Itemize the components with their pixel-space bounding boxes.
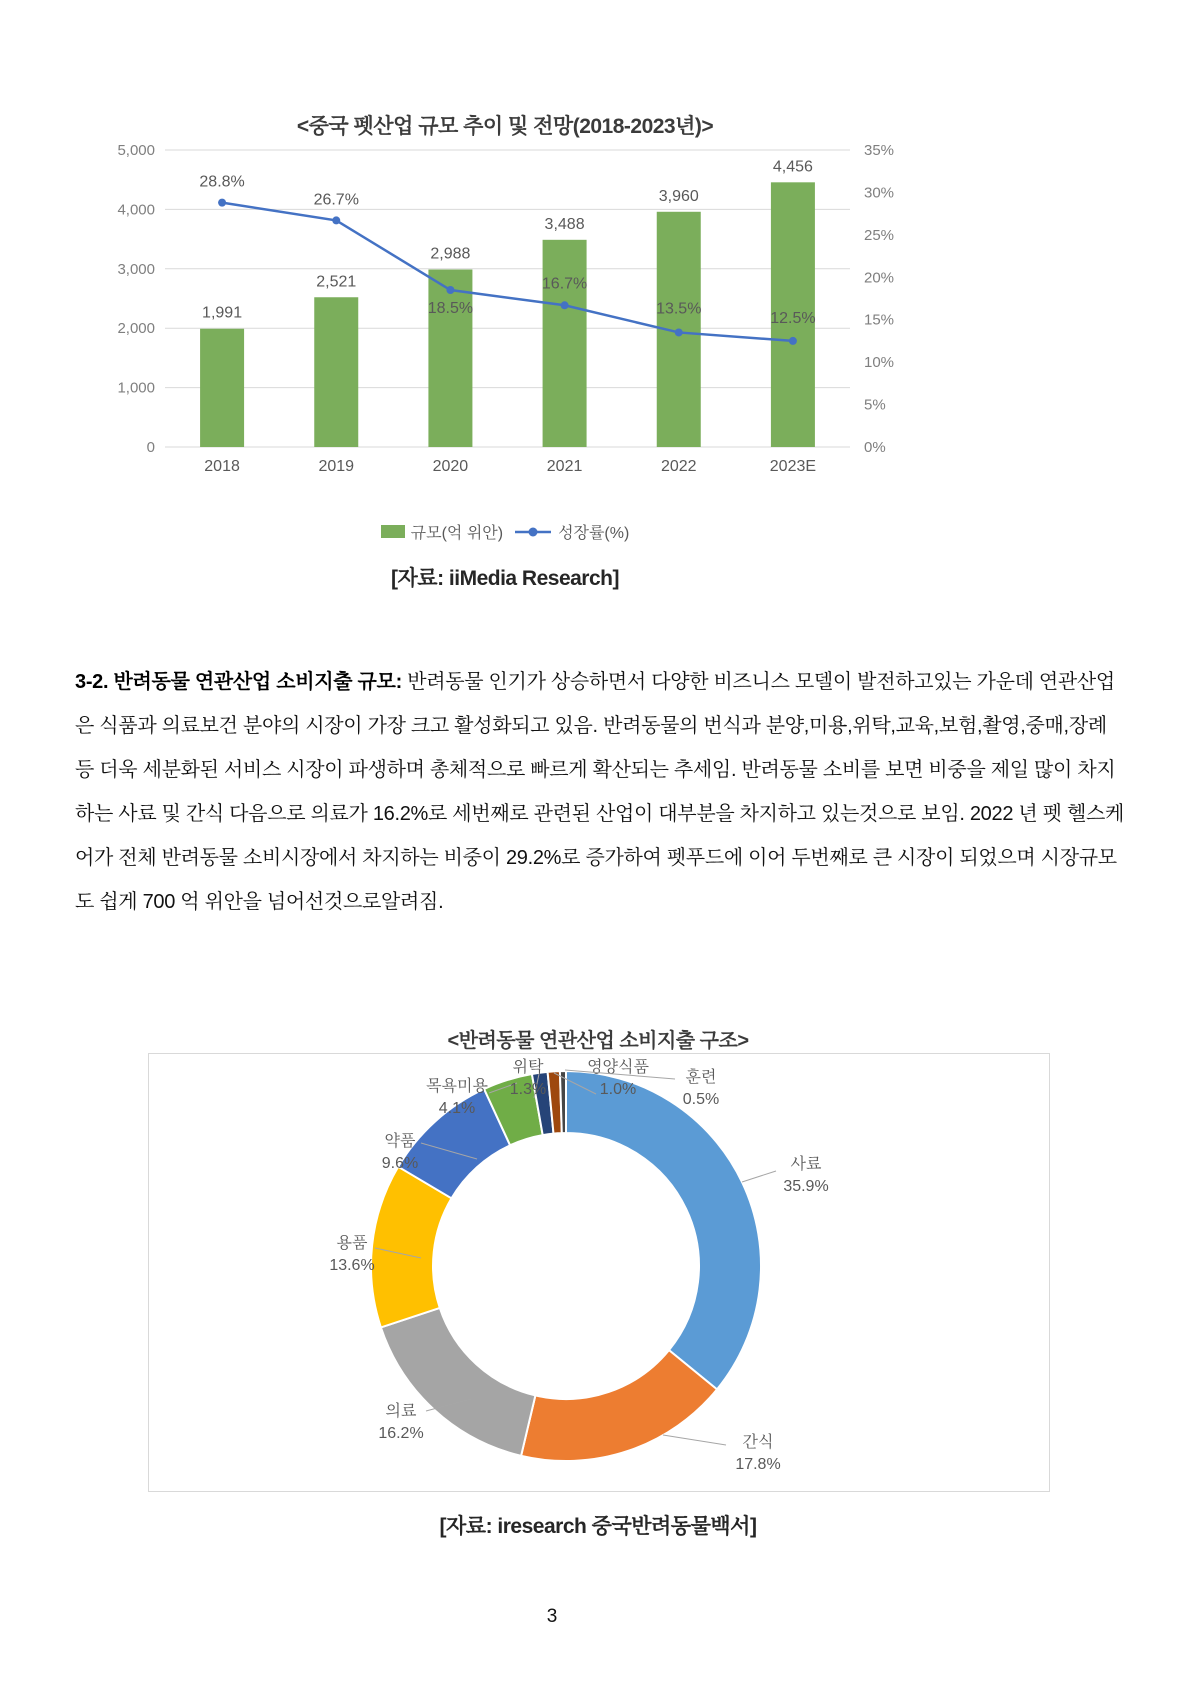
donut-chart-frame [148,1053,1050,1492]
left-axis-tick: 4,000 [117,201,155,219]
growth-value-label: 26.7% [313,191,359,209]
donut-slice [521,1350,717,1461]
legend-item-growth [513,520,629,543]
x-axis-label: 2019 [318,458,355,475]
slice-pct-label: 1.3% [509,1081,547,1098]
growth-value-label: 13.5% [656,300,702,318]
section-body-text: 반려동물 인기가 상승하면서 다양한 비즈니스 모델이 발전하고있는 가운데 연관산업은 식품과 의료보건 분야의 시장이 가장 크고 활성화되고 있음. 반려동물의 번식과 분양,미용,위탁,교육,보험,촬영,중매,장례 등 더욱 세분화된 서비스 시장이 파생하며 총체적으로 빠르게 확산되는 추세임. 반려동물 소비를 보면 비중을 제일 많이 차지하는 사료 및 간식 다음으로 의료가 16.2%로 세번째로 관련된 산업이 대부분을 차지하고 있는것으로 보임. 2022 년 펫 헬스케어가 전체 반려동물 소비시장에서 차지하는 비중이 29.2%로 증가하여 펫푸드에 이어 두번째로 큰 시장이 되었으며 시장규모도 쉽게 700 억 위안을 넘어선것으로알려짐. [75,671,1125,913]
slice-name-label: 약품 [384,1133,416,1150]
x-axis-label: 2022 [660,458,697,475]
line-point [332,216,340,224]
bar-value-label: 2,521 [316,273,357,291]
line-series-swatch-icon [513,525,553,539]
slice-pct-label: 0.5% [682,1091,720,1108]
left-axis-tick: 2,000 [117,320,155,338]
right-axis-tick: 25% [864,226,895,244]
slice-pct-label: 17.8% [735,1456,781,1473]
left-axis-tick: 3,000 [117,260,155,278]
line-point [789,337,797,345]
bar-line-chart [100,85,910,555]
x-axis-label: 2020 [432,458,469,475]
donut-chart-title: <반려동물 연관산업 소비지출 구조> [447,1030,749,1052]
slice-name-label: 사료 [790,1156,822,1173]
bar-value-label: 2,988 [430,245,471,263]
line-point [561,301,569,309]
bar [543,240,587,447]
right-axis-tick: 0% [864,439,886,456]
slice-name-label: 의료 [385,1403,417,1420]
slice-pct-label: 35.9% [783,1178,829,1195]
bar [200,329,244,447]
right-axis-tick: 35% [864,142,895,159]
label-leader-line [663,1435,726,1445]
right-axis-tick: 20% [864,269,895,287]
slice-name-label: 영양식품 [587,1059,649,1076]
donut-slice [560,1071,566,1133]
slice-name-label: 목욕미용 [426,1078,488,1095]
left-axis-tick: 5,000 [117,142,155,159]
section-paragraph [75,660,1128,924]
right-axis-tick: 5% [864,396,886,414]
right-axis-tick: 15% [864,311,895,329]
donut-chart-source: [자료: iresearch 중국반려동물백서] [439,1515,757,1538]
page-number: 3 [546,1606,558,1627]
slice-name-label: 훈련 [685,1069,717,1086]
growth-value-label: 16.7% [541,275,588,293]
legend-label-size: 규모(억 위안) [410,525,504,542]
x-axis-label: 2023E [769,458,817,475]
right-axis-tick: 10% [864,354,895,372]
slice-pct-label: 4.1% [438,1100,476,1117]
bar [314,297,358,447]
left-axis-tick: 0 [146,439,155,456]
legend-label-growth: 성장률(%) [558,525,630,542]
growth-value-label: 18.5% [427,300,474,318]
line-point [218,199,226,207]
slice-pct-label: 9.6% [381,1155,419,1172]
bar-series-swatch-icon [381,525,405,538]
bar-value-label: 3,488 [544,215,585,233]
donut-slice [566,1071,761,1389]
x-axis-label: 2021 [546,458,583,475]
donut-chart [149,1054,1049,1491]
right-axis-tick: 30% [864,184,895,202]
x-axis-label: 2018 [204,458,240,475]
section-heading: 3-2. 반려동물 연관산업 소비지출 규모: [75,671,402,693]
growth-value-label: 12.5% [770,309,816,327]
combo-chart-title: <중국 펫산업 규모 추이 및 전망(2018-2023년)> [296,115,714,138]
slice-pct-label: 1.0% [599,1081,637,1098]
label-leader-line [742,1171,776,1182]
growth-line [222,203,793,341]
left-axis-tick: 1,000 [117,379,155,397]
slice-name-label: 위탁 [512,1059,544,1076]
combo-chart-source: [자료: iiMedia Research] [391,567,619,590]
slice-name-label: 용품 [336,1235,368,1252]
slice-pct-label: 16.2% [378,1425,424,1442]
slice-pct-label: 13.6% [329,1257,375,1274]
slice-name-label: 간식 [742,1434,774,1451]
line-point [446,286,454,294]
bar-value-label: 1,991 [202,304,243,322]
growth-value-label: 28.8% [199,173,245,191]
legend-item-size [381,520,503,543]
combo-chart-legend [100,520,910,543]
bar [428,270,472,447]
bar-value-label: 3,960 [658,187,699,205]
bar-value-label: 4,456 [772,158,813,176]
line-point [675,328,683,336]
